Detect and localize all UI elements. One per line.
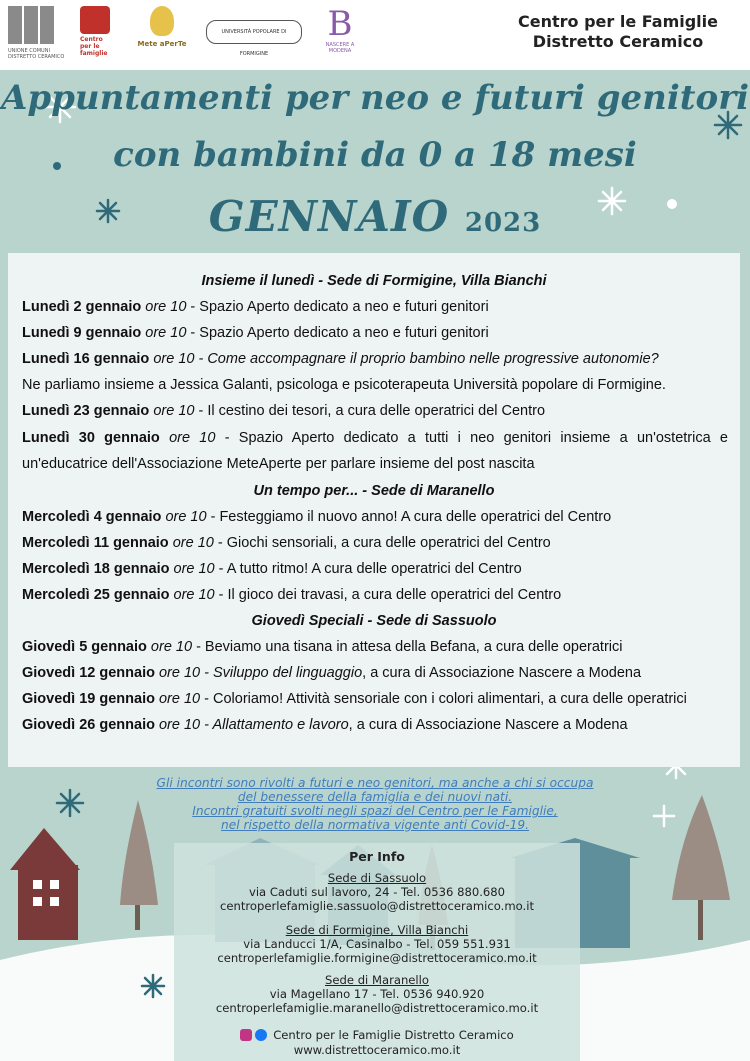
site-name: Sede di Formigine, Villa Bianchi [285,923,469,937]
site-email[interactable]: centroperlefamiglie.maranello@distrettoceramico.mo.it [215,1001,539,1015]
mete-aperte-logo: Mete aPerTe [136,6,188,62]
site-address: via Landucci 1/A, Casinalbo - Tel. 059 551.931 [243,937,511,951]
section-heading: Giovedì Speciali - Sede di Sassuolo [251,613,497,629]
section-heading: Insieme il lunedì - Sede di Formigine, Villa Bianchi [201,273,547,289]
month-label: GENNAIO [208,192,450,241]
schedule-panel [8,253,740,767]
universita-popolare-logo: UNIVERSITÀ POPOLARE DI FORMIGINE [206,6,302,62]
schedule-row: Mercoledì 18 gennaio ore 10 - A tutto ritmo! A cura delle operatrici del Centro [22,561,522,577]
centro-famiglie-logo: Centro per le famiglie [80,6,116,62]
site-email[interactable]: centroperlefamiglie.formigine@distrettoceramico.mo.it [217,951,537,965]
unione-comuni-logo: UNIONE COMUNI DISTRETTO CERAMICO [8,6,70,62]
nascere-modena-logo: B NASCERE A MODENA [325,4,355,54]
site-name: Sede di Maranello [325,973,429,987]
schedule-row: Giovedì 5 gennaio ore 10 - Beviamo una tisana in attesa della Befana, a cura delle operatrici [22,639,623,655]
schedule-row: Mercoledì 11 gennaio ore 10 - Giochi sensoriali, a cura delle operatrici del Centro [22,535,551,551]
schedule-row: Mercoledì 25 gennaio ore 10 - Il gioco dei travasi, a cura delle operatrici del Centro [22,587,562,603]
schedule-row: Mercoledì 4 gennaio ore 10 - Festeggiamo il nuovo anno! A cura delle operatrici del Centro [22,509,612,525]
page-title-line2: con bambini da 0 a 18 mesi [113,135,637,175]
schedule-row: Giovedì 19 gennaio ore 10 - Coloriamo! Attività sensoriale con i colori alimentari, a cura delle operatrici [22,691,687,707]
audience-notice: Gli incontri sono rivolti a futuri e neo genitori, ma anche a chi si occupa del benessere della famiglia e dei nuovi nati. Incontri gratuiti svolti negli spazi del Centro per le Famiglie, nel rispetto della normativa vigente anti Covid-19. [156,776,594,832]
schedule-row: Ne parliamo insieme a Jessica Galanti, psicologa e psicoterapeuta Università popolare di Formigine. [22,377,666,393]
social-label: Centro per le Famiglie Distretto Ceramico [273,1028,514,1042]
social-row [174,1028,580,1042]
header-bar [0,0,750,70]
contact-info-box [174,843,580,1061]
schedule-row: Lunedì 16 gennaio ore 10 - Come accompagnare il proprio bambino nelle progressive autonomie? [22,351,659,367]
site-address: via Caduti sul lavoro, 24 - Tel. 0536 880.680 [248,885,506,899]
site-email[interactable]: centroperlefamiglie.sassuolo@distrettoceramico.mo.it [220,899,534,913]
schedule-row: Giovedì 26 gennaio ore 10 - Allattamento e lavoro, a cura di Associazione Nascere a Modena [22,717,628,733]
website-link[interactable]: www.distrettoceramico.mo.it [293,1043,461,1057]
org-title [518,12,718,52]
instagram-icon[interactable] [240,1029,252,1041]
schedule-row: Lunedì 30 gennaio ore 10 - Spazio Aperto dedicato a tutti i neo genitori insieme a un'ostetrica e un'educatrice dell'Associazione MeteAperte per parlare insieme del post nascita [22,430,729,472]
year-label: 2023 [464,208,542,238]
month-title [0,192,750,241]
facebook-icon[interactable] [255,1029,267,1041]
org-title-line2: Distretto Ceramico [532,32,704,51]
info-heading: Per Info [349,849,405,864]
page-title-line1: Appuntamenti per neo e futuri genitori [0,78,750,118]
site-name: Sede di Sassuolo [327,871,427,885]
org-title-line1: Centro per le Famiglie [518,12,718,31]
schedule-row: Giovedì 12 gennaio ore 10 - Sviluppo del linguaggio, a cura di Associazione Nascere a Modena [22,665,642,681]
schedule-row: Lunedì 23 gennaio ore 10 - Il cestino dei tesori, a cura delle operatrici del Centro [22,403,546,419]
schedule-row: Lunedì 2 gennaio ore 10 - Spazio Aperto dedicato a neo e futuri genitori [22,299,489,315]
schedule-row: Lunedì 9 gennaio ore 10 - Spazio Aperto dedicato a neo e futuri genitori [22,325,489,341]
site-address: via Magellano 17 - Tel. 0536 940.920 [269,987,485,1001]
red-house-illustration [10,828,80,940]
section-heading: Un tempo per... - Sede di Maranello [253,483,495,499]
